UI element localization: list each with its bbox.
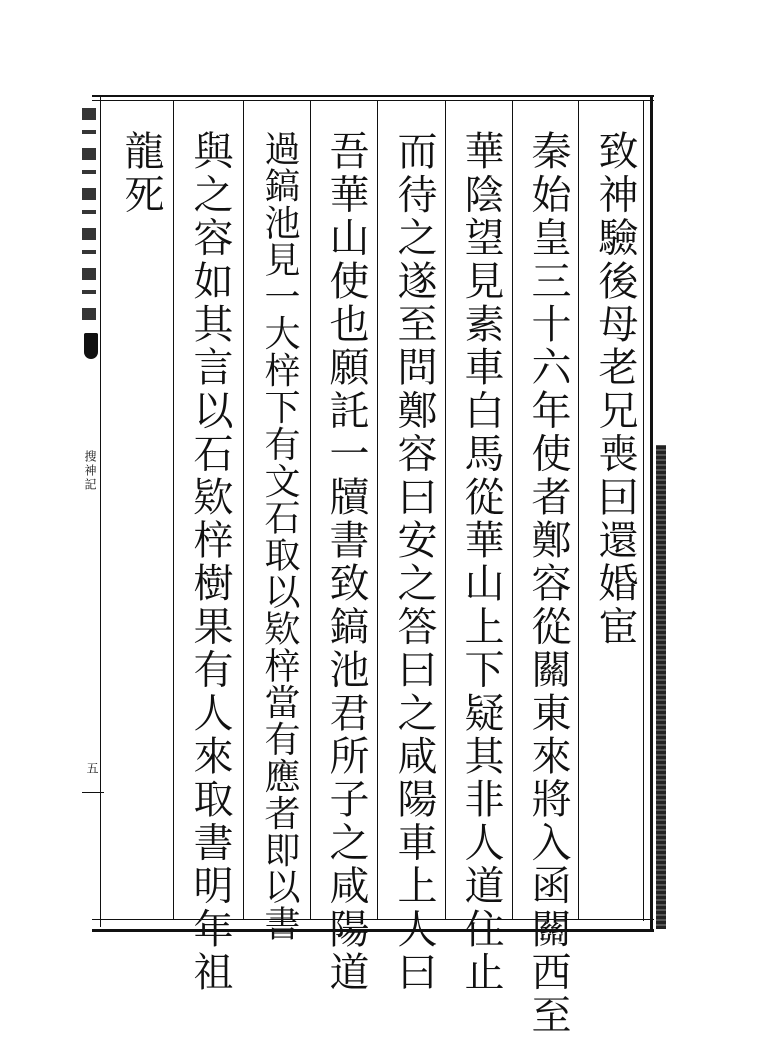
text-column-4: 而待之遂至問鄭容曰安之答曰之咸陽車上人曰 [391, 130, 437, 994]
frame-right-inner-rule [643, 100, 644, 921]
text-column-3: 華陰望見素車白馬從華山上下疑其非人道住止 [458, 130, 504, 994]
column-divider [512, 100, 513, 920]
fish-tail-mark [84, 333, 98, 359]
column-divider [173, 100, 174, 920]
text-column-8: 龍死 [118, 130, 164, 217]
column-divider [243, 100, 244, 920]
column-divider [445, 100, 446, 920]
margin-rule [100, 95, 101, 927]
column-divider [377, 100, 378, 920]
margin-folio-number: 五 [85, 762, 99, 774]
text-column-6: 過鎬池見一大梓下有文石取以欵梓當有應者即以書 [259, 130, 300, 942]
text-column-5: 吾華山使也願託一牘書致鎬池君所子之咸陽道 [323, 130, 369, 994]
binding-shadow [656, 445, 666, 929]
text-column-1: 致神驗後母老兄喪囙還婚宦 [592, 130, 638, 649]
frame-top-inner-rule [92, 100, 654, 101]
text-column-7: 與之容如其言以石欵梓樹果有人來取書明年祖 [187, 130, 233, 994]
fish-tail-ornament [82, 108, 96, 328]
frame-right-rule [650, 95, 653, 929]
column-divider [578, 100, 579, 920]
folio-rule [82, 792, 104, 793]
column-divider [310, 100, 311, 920]
text-column-2: 秦始皇三十六年使者鄭容從關東來將入函關西至 [525, 130, 571, 1037]
margin-book-title: 搜神記 [83, 450, 97, 492]
